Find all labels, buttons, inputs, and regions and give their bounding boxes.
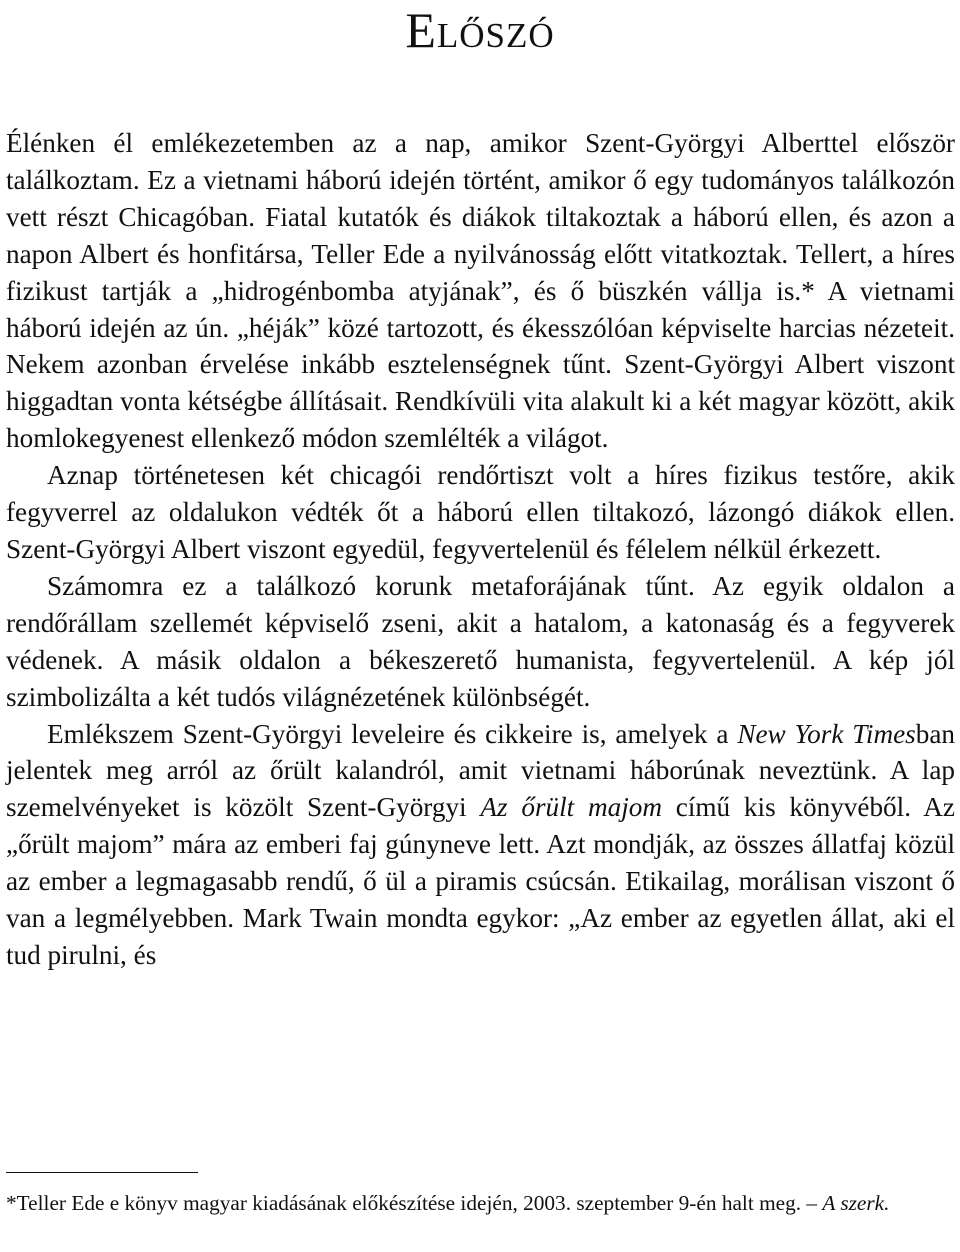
paragraph-4 bbox=[6, 716, 955, 974]
paragraph-1: Élénken él emlékezetemben az a nap, amikor Szent-Györgyi Alberttel először találkoztam. Ez a vietnami háború idején történt, amikor ő egy tudományos találkozón vett részt Chicagóban. Fiatal kutatók és diákok tiltakoztak a háború ellen, és azon a napon Albert és honfitársa, Teller Ede a nyilvánosság előtt vitatkoztak. Tellert, a híres fizikust tartják a „hidrogénbomba atyjának”, és ő büszkén vállja is.* A vietnami háború idején az ún. „héják” közé tartozott, és ékesszólóan képviselte harcias nézeteit. Nekem azonban érvelése inkább esztelenségnek tűnt. Szent-Györgyi Albert viszont higgadtan vonta kétségbe állításait. Rendkívüli vita alakult ki a két magyar között, akik homlokegyenest ellenkező módon szemlélték a világot. bbox=[6, 128, 955, 454]
footnote bbox=[6, 1190, 955, 1217]
newspaper-title: New York Times bbox=[737, 718, 916, 749]
paragraph-4-part-2: ban jelentek meg arról az őrült kalandról, amit vietnami háborúnak neveztünk. A lap szemelvényeket is közölt Szent-Györgyi bbox=[6, 718, 955, 823]
paragraph-3: Számomra ez a találkozó korunk metaforájának tűnt. Az egyik oldalon a rendőrállam szellemét képviselő zseni, akit a hatalom, a katonaság és a fegyverek védenek. A másik oldalon a békeszerető humanista, fegyvertelenül. A kép jól szimbolizálta a két tudós világnézetének különbségét. bbox=[6, 570, 955, 712]
footnote-divider bbox=[6, 1172, 198, 1173]
body-text bbox=[6, 125, 955, 974]
footnote-attribution: A szerk. bbox=[822, 1191, 890, 1215]
paragraph-4-part-1: Emlékszem Szent-Györgyi leveleire és cikkeire is, amelyek a bbox=[47, 718, 738, 749]
footnote-text: *Teller Ede e könyv magyar kiadásának előkészítése idején, 2003. szeptember 9-én halt meg. – bbox=[6, 1191, 823, 1215]
paragraph-4-part-3: című kis könyvéből. Az „őrült majom” mára az emberi faj gúnyneve lett. Azt mondják, az összes állatfaj közül az ember a legmagasabb rendű, ő ül a piramis csúcsán. Etikailag, morálisan viszont ő van a legmélyebben. Mark Twain mondta egykor: „Az ember az egyetlen állat, aki el tud pirulni, és bbox=[6, 792, 955, 970]
paragraph-2: Aznap történetesen két chicagói rendőrtiszt volt a híres fizikus testőre, akik fegyverrel az oldalukon védték őt a háború ellen tiltakozó, lázongó diákok ellen. Szent-Györgyi Albert viszont egyedül, fegyvertelenül és félelem nélkül érkezett. bbox=[6, 460, 955, 564]
book-title: Az őrült majom bbox=[480, 792, 663, 823]
page-title: Előszó bbox=[405, 2, 555, 58]
